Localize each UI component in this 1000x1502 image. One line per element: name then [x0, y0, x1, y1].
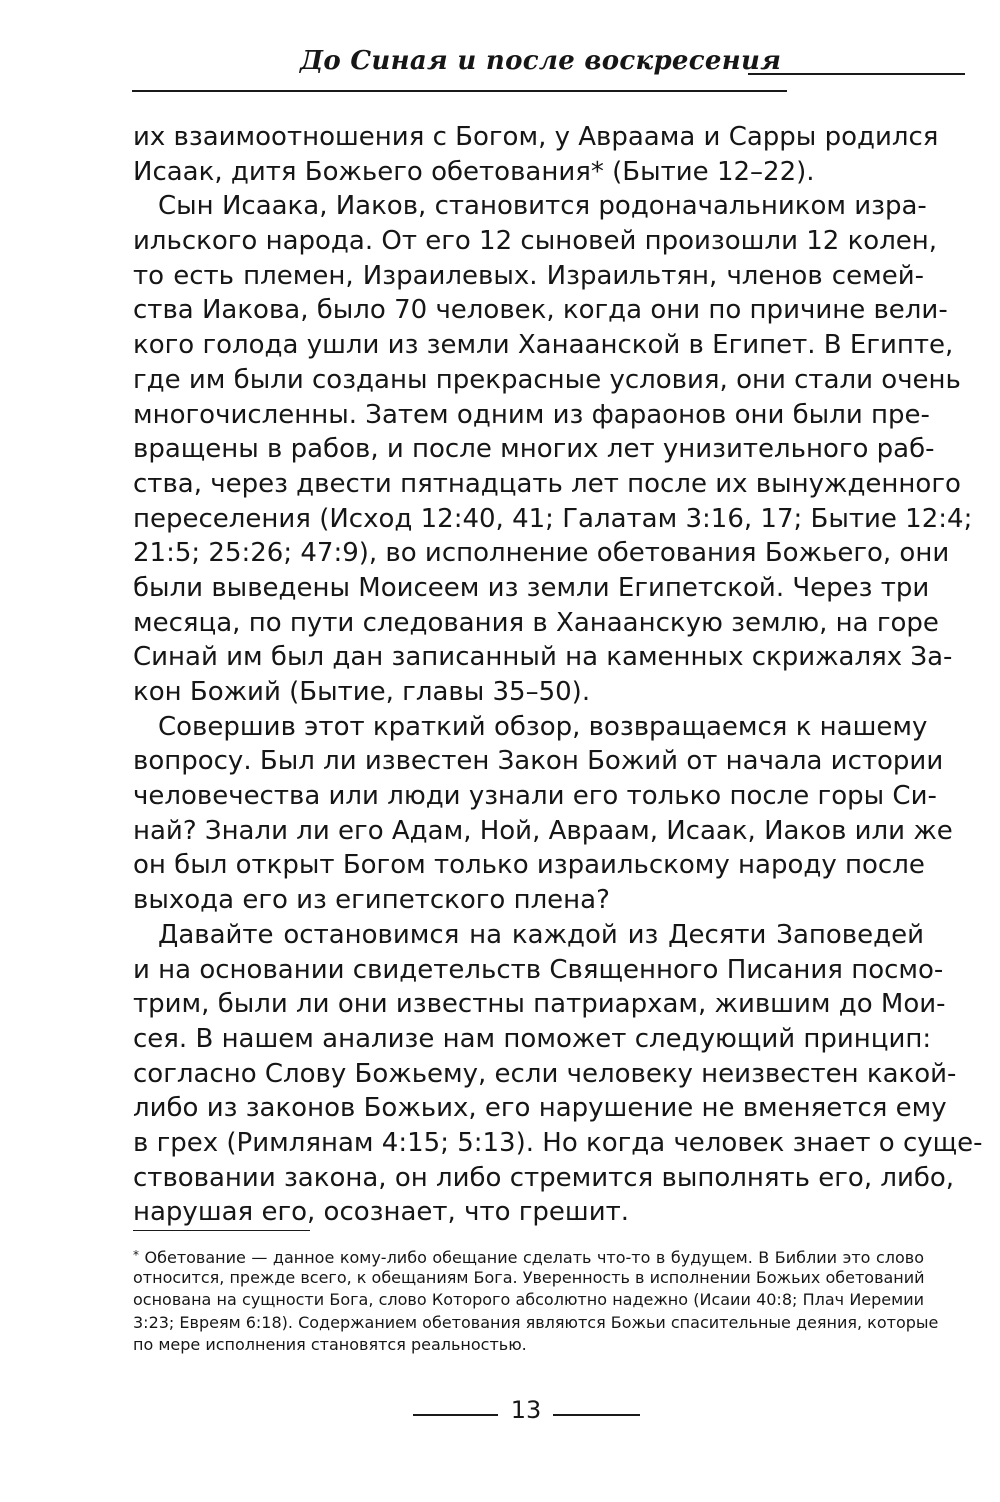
text-line: в грех (Римлянам 4:15; 5:13). Но когда человек знает о суще- — [133, 1127, 983, 1158]
footnote-line-first — [133, 1244, 924, 1267]
page-number-rule-left — [413, 1414, 498, 1416]
text-line: человечества или люди узнали его только после горы Си- — [133, 781, 937, 812]
footnote-rule — [133, 1230, 310, 1231]
text-line: вращены в рабов, и после многих лет унизительного раб- — [133, 434, 935, 465]
text-line: вопросу. Был ли известен Закон Божий от начала истории — [133, 746, 944, 777]
text-line: были выведены Моисеем из земли Египетской. Через три — [133, 572, 930, 603]
text-line: месяца, по пути следования в Ханаанскую землю, на горе — [133, 607, 939, 638]
main-text — [133, 120, 983, 1230]
text-line: переселения (Исход 12:40, 41; Галатам 3:16, 17; Бытие 12:4; — [133, 503, 973, 534]
text-line: Исаак, дитя Божьего обетования* (Бытие 12–22). — [133, 156, 815, 187]
text-line: трим, были ли они известны патриархам, жившим до Мои- — [133, 989, 946, 1020]
header-rule-right — [748, 73, 965, 75]
footnote — [133, 1244, 939, 1357]
text-line: то есть племен, Израилевых. Израильтян, членов семей- — [133, 260, 924, 291]
footnote-line: относится, прежде всего, к обещаниям Бога. Уверенность в исполнении Божьих обетований — [133, 1267, 925, 1287]
running-header-title: До Синая и после воскресения — [300, 46, 782, 76]
text-line: Давайте остановимся на каждой из Десяти Заповедей — [158, 919, 924, 950]
footnote-line: 3:23; Евреям 6:18). Содержанием обетования являются Божьи спасительные деяния, которые — [133, 1312, 939, 1332]
text-line: кон Божий (Бытие, главы 35–50). — [133, 677, 591, 707]
text-line: Синай им был дан записанный на каменных скрижалях За- — [133, 642, 953, 673]
page-number-block — [0, 1394, 1000, 1434]
text-line: кого голода ушли из земли Ханаанской в Египет. В Египте, — [133, 330, 954, 361]
text-line: многочисленны. Затем одним из фараонов они были пре- — [133, 399, 930, 430]
text-line: Сын Исаака, Иаков, становится родоначальником изра- — [158, 191, 927, 222]
text-line: ства, через двести пятнадцать лет после их вынужденного — [133, 468, 961, 499]
text-line: их взаимоотношения с Богом, у Авраама и Сарры родился — [133, 122, 939, 152]
text-line: он был открыт Богом только израильскому народу после — [133, 850, 925, 881]
text-line: сея. В нашем анализе нам поможет следующий принцип: — [133, 1023, 932, 1054]
text-line: и на основании свидетельств Священного Писания посмо- — [133, 954, 944, 985]
text-line: нарушая его, осознает, что грешит. — [133, 1197, 630, 1228]
footnote-line: основана на сущности Бога, слово Которого абсолютно надежно (Исаии 40:8; Плач Иеремии — [133, 1290, 924, 1310]
header-rule-underline — [132, 90, 787, 92]
text-line: выхода его из египетского плена? — [133, 885, 610, 916]
text-line: ильского народа. От его 12 сыновей произошли 12 колен, — [133, 226, 938, 257]
text-line: ства Иакова, было 70 человек, когда они по причине вели- — [133, 295, 948, 326]
page-number-rule-right — [553, 1414, 640, 1416]
text-line: где им были созданы прекрасные условия, они стали очень — [133, 364, 961, 395]
text-line: ствовании закона, он либо стремится выполнять его, либо, — [133, 1162, 955, 1193]
text-line: либо из законов Божьих, его нарушение не вменяется ему — [133, 1093, 947, 1124]
text-line: согласно Слову Божьему, если человеку неизвестен какой- — [133, 1058, 957, 1089]
text-line: 21:5; 25:26; 47:9), во исполнение обетования Божьего, они — [133, 538, 950, 569]
footnote-line: по мере исполнения становятся реальностью. — [133, 1335, 527, 1355]
page-number: 13 — [510, 1396, 542, 1424]
text-line: Совершив этот краткий обзор, возвращаемся к нашему — [158, 711, 928, 742]
footnote-line: Обетование — данное кому-либо обещание сделать что-то в будущем. В Библии это слово — [144, 1248, 924, 1267]
footnote-marker: * — [133, 1248, 139, 1262]
text-line: най? Знали ли его Адам, Ной, Авраам, Исаак, Иаков или же — [133, 815, 953, 846]
